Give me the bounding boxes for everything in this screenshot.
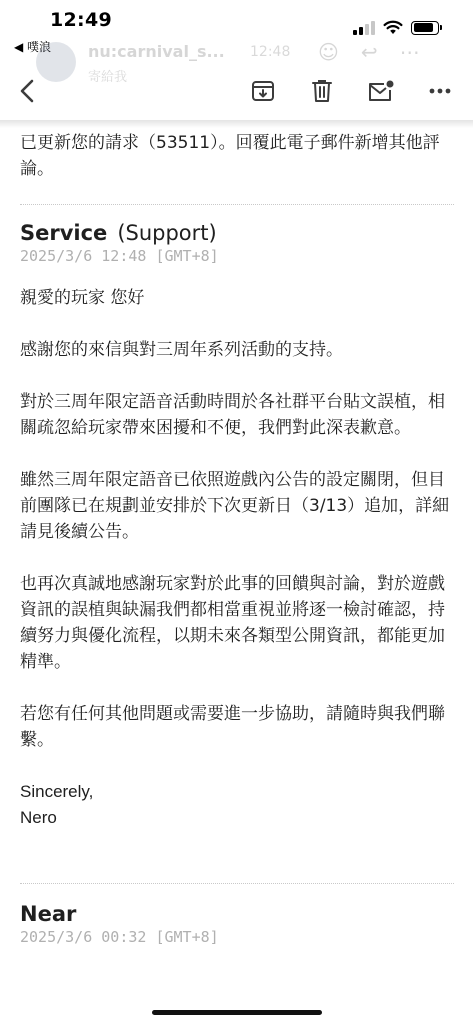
battery-icon: [411, 21, 439, 35]
sender-role: (Support): [117, 221, 217, 245]
emoji-icon: ☺: [318, 40, 339, 64]
body-paragraph: 雖然三周年限定語音已依照遊戲內公告的設定關閉，但目前團隊已在規劃並安排於下次更新日（3/13）追加，詳細請見後續公告。: [20, 470, 450, 542]
clock: 12:49: [50, 9, 112, 31]
ghost-time: 12:48: [250, 44, 291, 60]
status-icons: [353, 20, 439, 35]
closing: Sincerely,: [20, 782, 94, 801]
reply-icon: ↩: [360, 40, 378, 64]
home-indicator[interactable]: [152, 1010, 322, 1015]
divider: [20, 204, 454, 205]
body-paragraph: 對於三周年限定語音活動時間於各社群平台貼文誤植，相關疏忽給玩家帶來困擾和不便，我們對此深表歉意。: [20, 392, 445, 438]
sender-name: Near: [20, 902, 77, 926]
wifi-icon: [383, 20, 403, 35]
mark-unread-button[interactable]: [366, 76, 396, 106]
delete-button[interactable]: [307, 76, 337, 106]
cellular-signal-icon: [353, 21, 375, 35]
body-paragraph: 也再次真誠地感謝玩家對於此事的回饋與討論，對於遊戲資訊的誤植與缺漏我們都相當重視並將逐一檢討確認，持續努力與優化流程，以期未來各類型公開資訊，都能更加精準。: [20, 574, 445, 672]
message-thread: [20, 126, 454, 946]
message-header[interactable]: [20, 902, 454, 946]
body-paragraph: 感謝您的來信與對三周年系列活動的支持。: [20, 340, 343, 360]
toolbar: [0, 68, 473, 120]
archive-button[interactable]: [248, 76, 278, 106]
back-to-app-link[interactable]: ◀ 噗浪: [14, 40, 52, 54]
message-header[interactable]: [20, 221, 454, 265]
body-paragraph-group: [20, 571, 454, 753]
message-timestamp: 2025/3/6 00:32 [GMT+8]: [20, 928, 219, 946]
signature-block: [20, 779, 454, 831]
message-timestamp: 2025/3/6 12:48 [GMT+8]: [20, 247, 219, 265]
sender-name: Service: [20, 221, 108, 245]
signature: Nero: [20, 808, 57, 827]
divider: [20, 883, 454, 884]
more-button[interactable]: [425, 76, 455, 106]
archive-icon: [251, 79, 275, 103]
chevron-left-icon: [18, 78, 36, 104]
trash-icon: [311, 79, 333, 103]
ghost-recipient: 寄給我: [88, 70, 128, 85]
ghost-sender-name: nu:carnival_s...: [88, 42, 225, 61]
body-paragraph: 若您有任何其他問題或需要進一步協助，請隨時與我們聯繫。: [20, 704, 445, 750]
message-body: [20, 285, 454, 831]
mark-unread-icon: [367, 79, 395, 103]
quoted-text: 已更新您的請求（53511）。回覆此電子郵件新增其他評論。: [20, 133, 440, 179]
more-horizontal-icon: [428, 87, 452, 95]
more-icon: ⋯: [399, 40, 420, 64]
ghost-actions: [318, 40, 420, 64]
greeting: 親愛的玩家 您好: [20, 288, 145, 308]
back-button[interactable]: [12, 76, 42, 106]
